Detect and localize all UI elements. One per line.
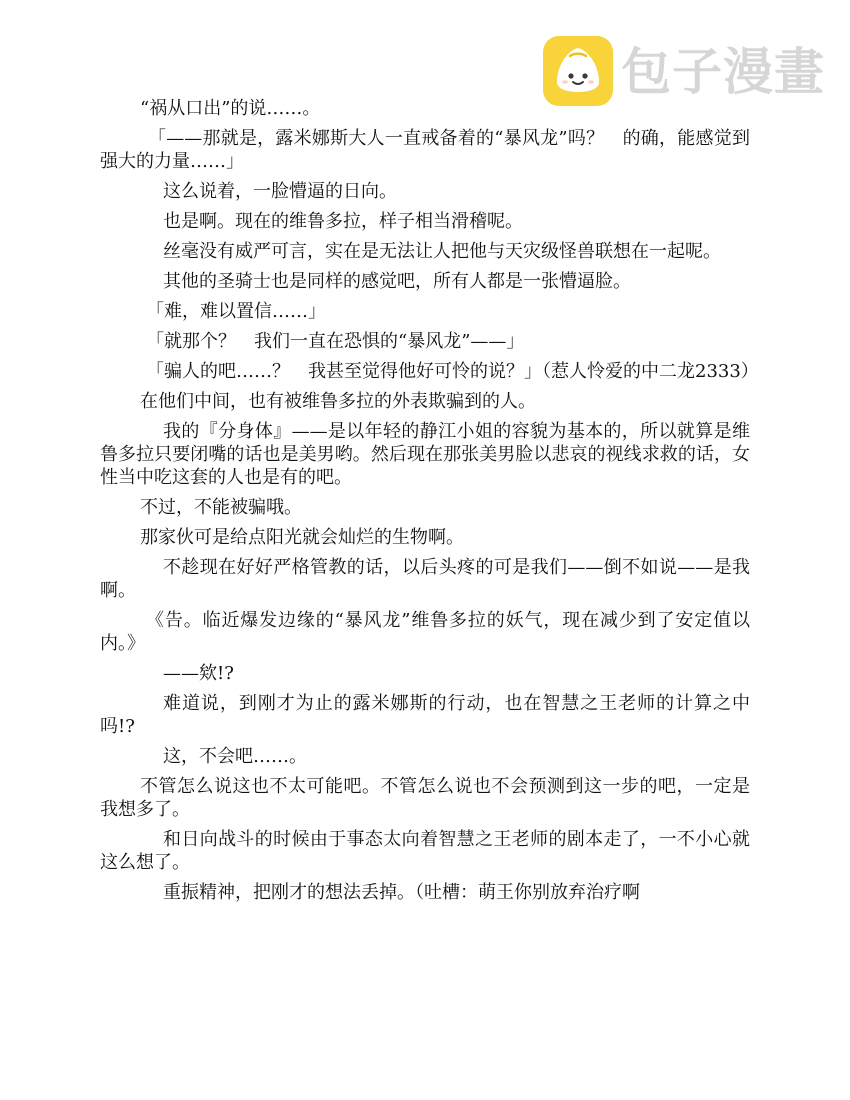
paragraph: 那家伙可是给点阳光就会灿烂的生物啊。: [140, 527, 464, 548]
paragraph: ——欸!?: [163, 663, 234, 684]
paragraph: 不管怎么说这也不太可能吧。不管怎么说也不会预测到这一步的吧，一定是我想多了。: [100, 776, 750, 820]
paragraph: 「就那个？ 我们一直在恐惧的“暴风龙”——」: [146, 331, 525, 352]
paragraph: 在他们中间，也有被维鲁多拉的外表欺骗到的人。: [140, 391, 536, 412]
paragraph: 「难，难以置信……」: [146, 301, 326, 322]
logo-badge: [543, 36, 613, 106]
paragraph: 丝毫没有威严可言，实在是无法让人把他与天灾级怪兽联想在一起呢。: [163, 241, 721, 262]
paragraph: 「——那就是，露米娜斯大人一直戒备着的“暴风龙”吗？ 的确，能感觉到强大的力量……」: [100, 128, 750, 172]
bun-icon: [543, 36, 613, 106]
paragraph: 不过，不能被骗哦。: [140, 497, 302, 518]
paragraph: 和日向战斗的时候由于事态太向着智慧之王老师的剧本走了，一不小心就这么想了。: [100, 829, 750, 873]
paragraph: 这么说着，一脸懵逼的日向。: [163, 181, 397, 202]
paragraph: 《告。临近爆发边缘的“暴风龙”维鲁多拉的妖气，现在减少到了安定值以内。》: [100, 610, 750, 654]
chapter-text: [100, 97, 759, 911]
paragraph: 不趁现在好好严格管教的话，以后头疼的可是我们——倒不如说——是我啊。: [100, 557, 750, 601]
paragraph: 我的『分身体』——是以年轻的静江小姐的容貌为基本的，所以就算是维鲁多拉只要闭嘴的话也是美男哟。然后现在那张美男脸以悲哀的视线求救的话，女性当中吃这套的人也是有的吧。: [100, 421, 750, 488]
paragraph: 「骗人的吧……？ 我甚至觉得他好可怜的说？」（惹人怜爱的中二龙2333）: [146, 361, 759, 382]
logo-text: 包子漫畫: [621, 43, 825, 101]
paragraph: 重振精神，把刚才的想法丢掉。（吐槽：萌王你别放弃治疗啊: [163, 882, 640, 903]
paragraph: 也是啊。现在的维鲁多拉，样子相当滑稽呢。: [163, 211, 523, 232]
paragraph: 这，不会吧……。: [163, 746, 307, 767]
paragraph: 难道说，到刚才为止的露米娜斯的行动，也在智慧之王老师的计算之中吗!?: [100, 693, 750, 737]
paragraph: “祸从口出”的说……。: [140, 98, 321, 119]
paragraph: 其他的圣骑士也是同样的感觉吧，所有人都是一张懵逼脸。: [163, 271, 631, 292]
